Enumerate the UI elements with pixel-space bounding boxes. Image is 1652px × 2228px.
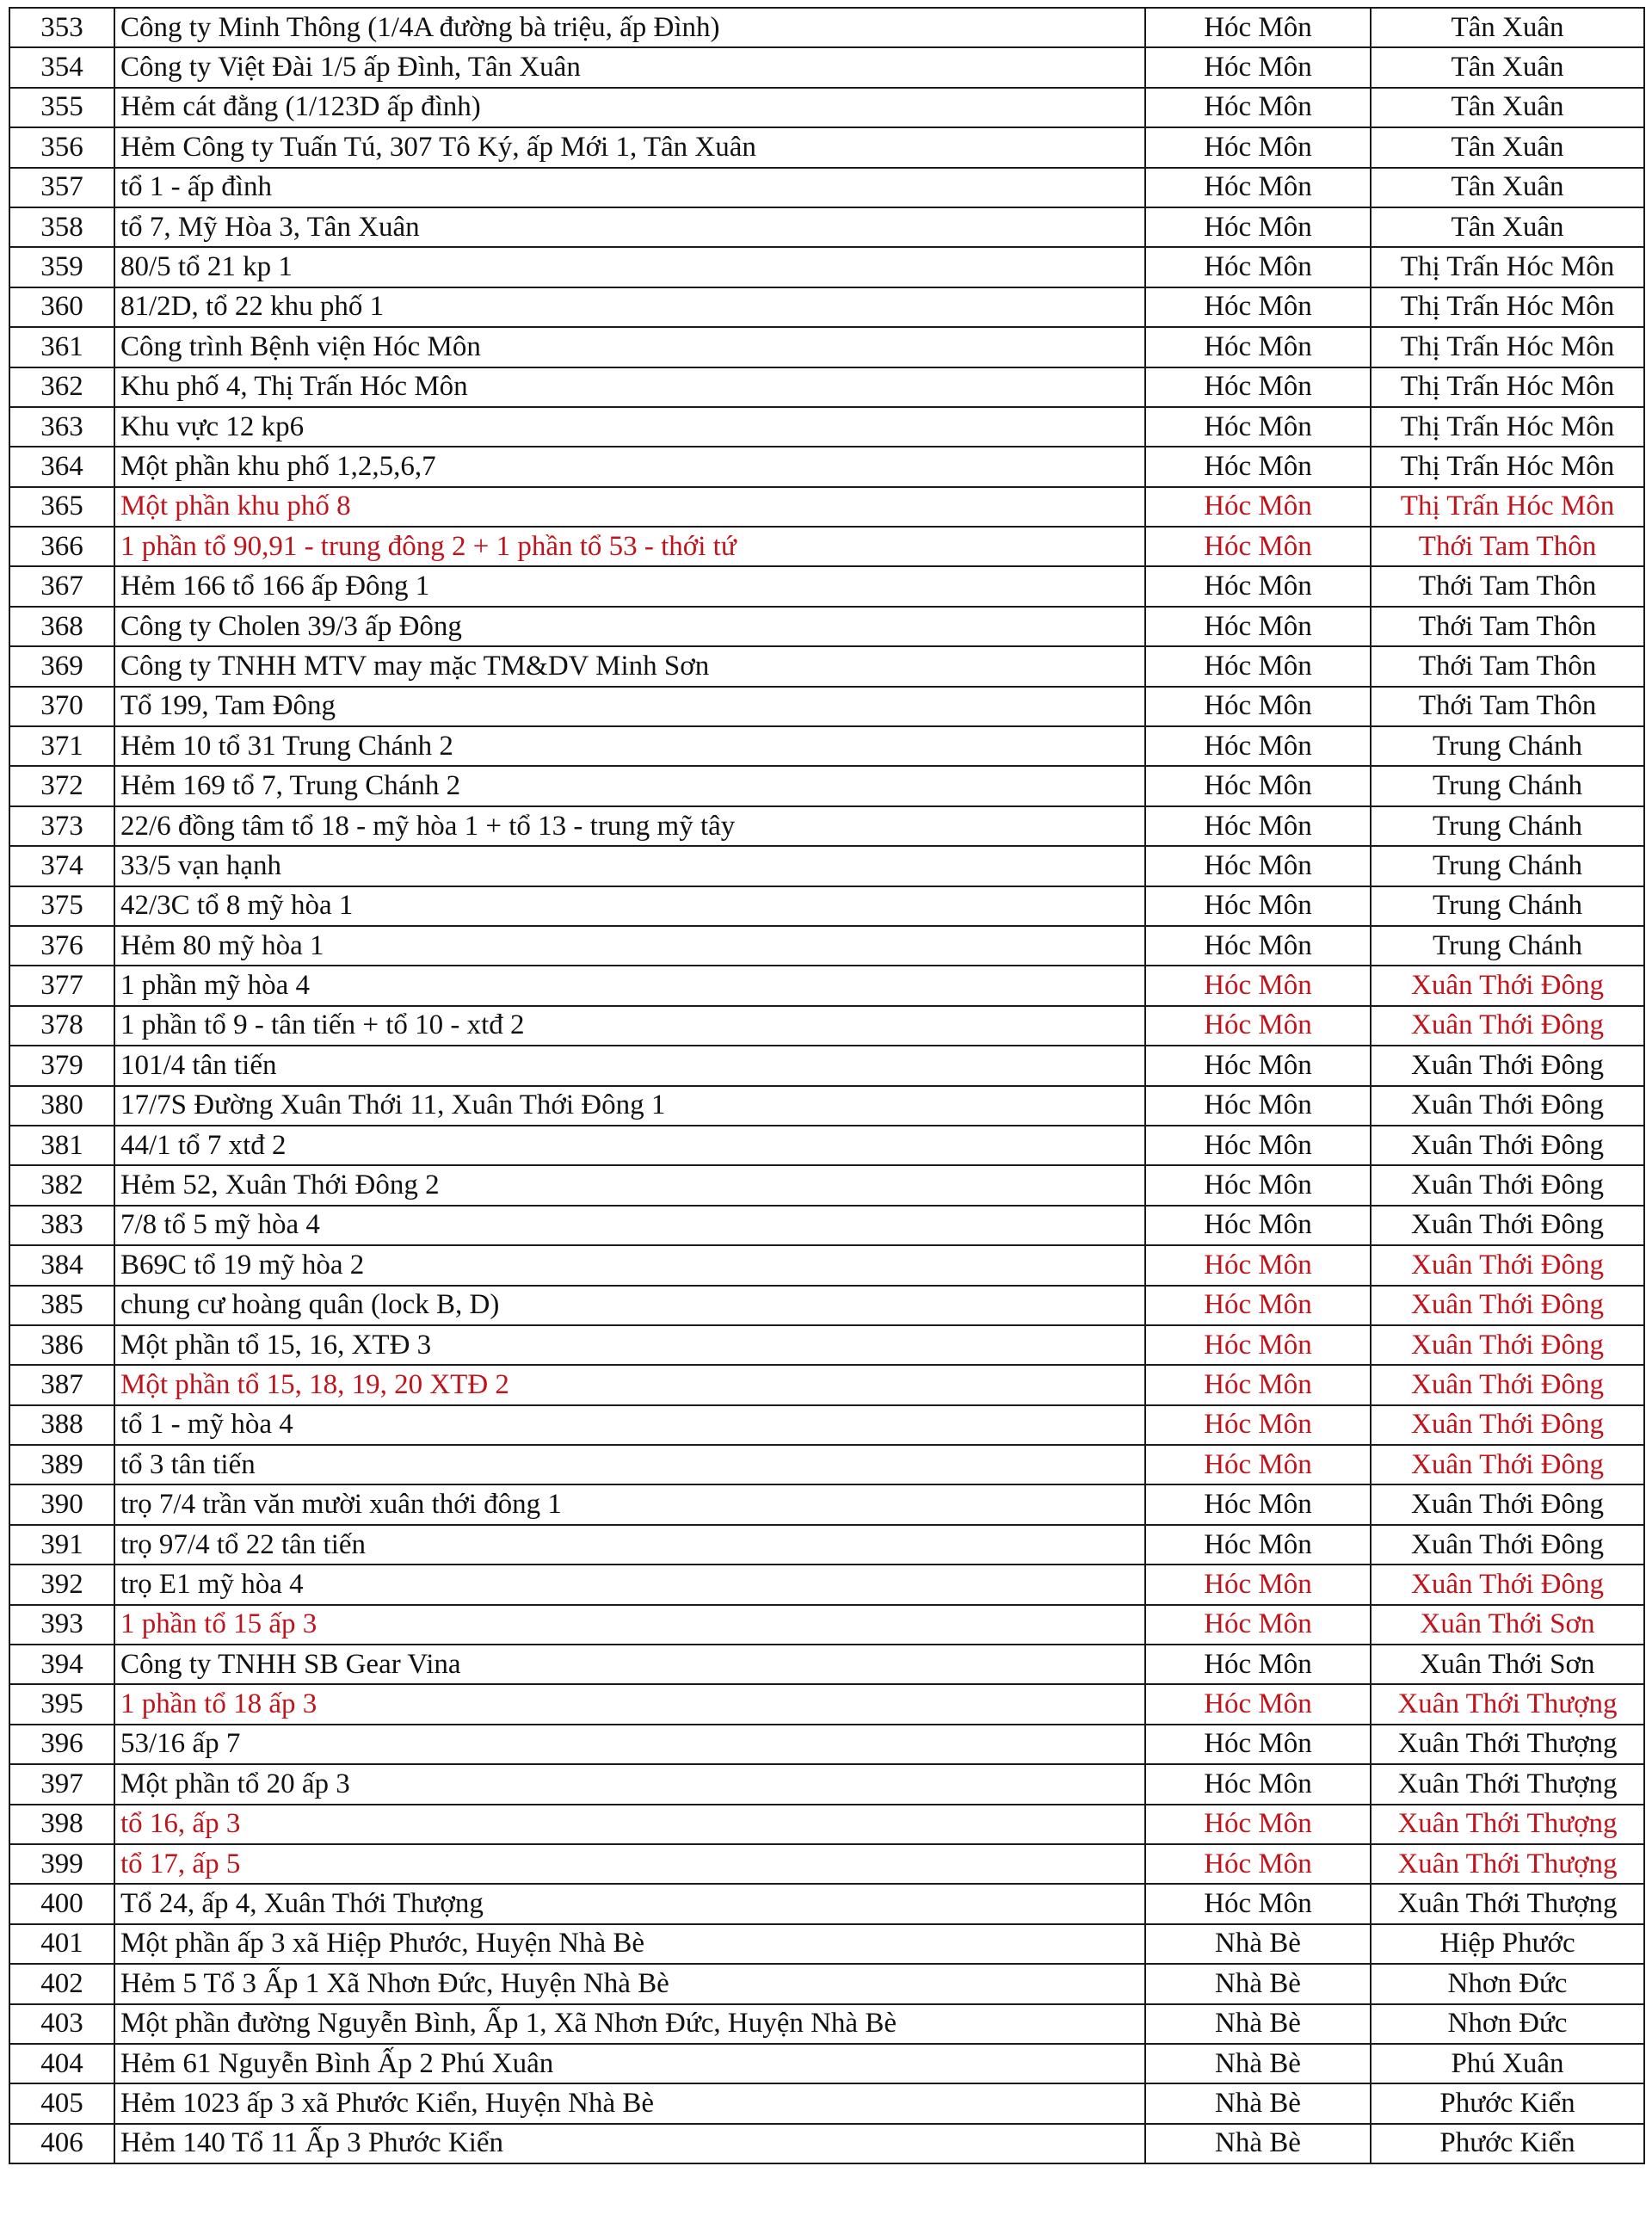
address-cell: 1 phần tổ 18 ấp 3 — [114, 1684, 1145, 1724]
ward-cell: Thị Trấn Hóc Môn — [1371, 447, 1644, 486]
district-cell: Hóc Môn — [1145, 1645, 1371, 1684]
address-cell: Công ty TNHH SB Gear Vina — [114, 1645, 1145, 1684]
ward-cell: Xuân Thới Đông — [1371, 1525, 1644, 1565]
row-number-cell: 385 — [9, 1286, 114, 1325]
ward-cell: Xuân Thới Đông — [1371, 1245, 1644, 1285]
row-number-cell: 376 — [9, 926, 114, 966]
address-cell: 53/16 ấp 7 — [114, 1725, 1145, 1764]
ward-cell: Thị Trấn Hóc Môn — [1371, 487, 1644, 527]
address-cell: Khu phố 4, Thị Trấn Hóc Môn — [114, 367, 1145, 407]
ward-cell: Xuân Thới Đông — [1371, 1445, 1644, 1484]
table-row — [9, 806, 1644, 846]
address-cell: Hẻm 169 tổ 7, Trung Chánh 2 — [114, 766, 1145, 805]
row-number-cell: 373 — [9, 806, 114, 846]
address-cell: Công ty TNHH MTV may mặc TM&DV Minh Sơn — [114, 646, 1145, 686]
row-number-cell: 377 — [9, 966, 114, 1005]
table-row — [9, 726, 1644, 766]
district-cell: Hóc Môn — [1145, 966, 1371, 1005]
district-cell: Nhà Bè — [1145, 2083, 1371, 2123]
row-number-cell: 392 — [9, 1565, 114, 1604]
row-number-cell: 389 — [9, 1445, 114, 1484]
ward-cell: Trung Chánh — [1371, 806, 1644, 846]
row-number-cell: 370 — [9, 687, 114, 726]
ward-cell: Xuân Thới Đông — [1371, 1325, 1644, 1365]
ward-cell: Xuân Thới Thượng — [1371, 1725, 1644, 1764]
district-cell: Hóc Môn — [1145, 1245, 1371, 1285]
row-number-cell: 365 — [9, 487, 114, 527]
row-number-cell: 372 — [9, 766, 114, 805]
ward-cell: Xuân Thới Đông — [1371, 1006, 1644, 1046]
address-cell: Tổ 199, Tam Đông — [114, 687, 1145, 726]
district-cell: Hóc Môn — [1145, 846, 1371, 886]
row-number-cell: 361 — [9, 327, 114, 367]
table-row — [9, 1725, 1644, 1764]
ward-cell: Hiệp Phước — [1371, 1924, 1644, 1964]
location-table — [9, 7, 1645, 2164]
table-row — [9, 1286, 1644, 1325]
ward-cell: Xuân Thới Đông — [1371, 1365, 1644, 1404]
address-cell: Công ty Cholen 39/3 ấp Đông — [114, 607, 1145, 646]
district-cell: Hóc Môn — [1145, 327, 1371, 367]
ward-cell: Thới Tam Thôn — [1371, 646, 1644, 686]
table-row — [9, 2044, 1644, 2083]
table-row — [9, 1405, 1644, 1445]
table-row — [9, 1046, 1644, 1085]
district-cell: Hóc Môn — [1145, 1165, 1371, 1205]
address-cell: tổ 1 - mỹ hòa 4 — [114, 1405, 1145, 1445]
address-cell: tổ 1 - ấp đình — [114, 168, 1145, 207]
row-number-cell: 399 — [9, 1844, 114, 1884]
row-number-cell: 404 — [9, 2044, 114, 2083]
district-cell: Hóc Môn — [1145, 687, 1371, 726]
ward-cell: Phú Xuân — [1371, 2044, 1644, 2083]
table-row — [9, 846, 1644, 886]
table-row — [9, 407, 1644, 447]
address-cell: Hẻm cát đằng (1/123D ấp đình) — [114, 88, 1145, 127]
district-cell: Hóc Môn — [1145, 1086, 1371, 1126]
row-number-cell: 369 — [9, 646, 114, 686]
district-cell: Hóc Môn — [1145, 1725, 1371, 1764]
row-number-cell: 383 — [9, 1206, 114, 1245]
district-cell: Hóc Môn — [1145, 1605, 1371, 1645]
row-number-cell: 395 — [9, 1684, 114, 1724]
table-row — [9, 1126, 1644, 1165]
row-number-cell: 358 — [9, 207, 114, 247]
ward-cell: Xuân Thới Sơn — [1371, 1605, 1644, 1645]
table-row — [9, 926, 1644, 966]
table-row — [9, 287, 1644, 327]
table-row — [9, 886, 1644, 926]
ward-cell: Trung Chánh — [1371, 926, 1644, 966]
district-cell: Hóc Môn — [1145, 207, 1371, 247]
row-number-cell: 387 — [9, 1365, 114, 1404]
row-number-cell: 362 — [9, 367, 114, 407]
address-cell: tổ 3 tân tiến — [114, 1445, 1145, 1484]
ward-cell: Xuân Thới Thượng — [1371, 1805, 1644, 1844]
district-cell: Hóc Môn — [1145, 47, 1371, 87]
row-number-cell: 374 — [9, 846, 114, 886]
address-cell: Tổ 24, ấp 4, Xuân Thới Thượng — [114, 1884, 1145, 1923]
district-cell: Nhà Bè — [1145, 2124, 1371, 2163]
address-cell: 81/2D, tổ 22 khu phố 1 — [114, 287, 1145, 327]
address-cell: 42/3C tổ 8 mỹ hòa 1 — [114, 886, 1145, 926]
district-cell: Hóc Môn — [1145, 1206, 1371, 1245]
address-cell: Hẻm 61 Nguyễn Bình Ấp 2 Phú Xuân — [114, 2044, 1145, 2083]
address-cell: trọ 97/4 tổ 22 tân tiến — [114, 1525, 1145, 1565]
table-row — [9, 168, 1644, 207]
address-cell: Khu vực 12 kp6 — [114, 407, 1145, 447]
address-cell: Hẻm 1023 ấp 3 xã Phước Kiển, Huyện Nhà Bè — [114, 2083, 1145, 2123]
ward-cell: Thới Tam Thôn — [1371, 607, 1644, 646]
ward-cell: Thới Tam Thôn — [1371, 527, 1644, 566]
row-number-cell: 386 — [9, 1325, 114, 1365]
table-row — [9, 1805, 1644, 1844]
row-number-cell: 363 — [9, 407, 114, 447]
address-cell: 17/7S Đường Xuân Thới 11, Xuân Thới Đông 1 — [114, 1086, 1145, 1126]
district-cell: Nhà Bè — [1145, 1924, 1371, 1964]
address-cell: Công ty Việt Đài 1/5 ấp Đình, Tân Xuân — [114, 47, 1145, 87]
district-cell: Hóc Môn — [1145, 726, 1371, 766]
ward-cell: Xuân Thới Đông — [1371, 1165, 1644, 1205]
row-number-cell: 403 — [9, 2004, 114, 2044]
ward-cell: Thới Tam Thôn — [1371, 687, 1644, 726]
address-cell: 80/5 tổ 21 kp 1 — [114, 247, 1145, 287]
ward-cell: Xuân Thới Đông — [1371, 1206, 1644, 1245]
district-cell: Hóc Môn — [1145, 886, 1371, 926]
address-cell: chung cư hoàng quân (lock B, D) — [114, 1286, 1145, 1325]
table-row — [9, 367, 1644, 407]
district-cell: Hóc Môn — [1145, 1805, 1371, 1844]
row-number-cell: 359 — [9, 247, 114, 287]
address-cell: B69C tổ 19 mỹ hòa 2 — [114, 1245, 1145, 1285]
table-row — [9, 47, 1644, 87]
ward-cell: Xuân Thới Đông — [1371, 1565, 1644, 1604]
table-row — [9, 1844, 1644, 1884]
district-cell: Hóc Môn — [1145, 806, 1371, 846]
table-row — [9, 966, 1644, 1005]
ward-cell: Thới Tam Thôn — [1371, 566, 1644, 606]
row-number-cell: 375 — [9, 886, 114, 926]
table-row — [9, 1006, 1644, 1046]
ward-cell: Tân Xuân — [1371, 168, 1644, 207]
address-cell: Một phần khu phố 1,2,5,6,7 — [114, 447, 1145, 486]
district-cell: Hóc Môn — [1145, 1046, 1371, 1085]
ward-cell: Xuân Thới Đông — [1371, 966, 1644, 1005]
address-cell: Một phần tổ 15, 16, XTĐ 3 — [114, 1325, 1145, 1365]
ward-cell: Xuân Thới Đông — [1371, 1126, 1644, 1165]
district-cell: Hóc Môn — [1145, 1764, 1371, 1804]
ward-cell: Tân Xuân — [1371, 88, 1644, 127]
table-row — [9, 1325, 1644, 1365]
row-number-cell: 400 — [9, 1884, 114, 1923]
ward-cell: Xuân Thới Đông — [1371, 1405, 1644, 1445]
address-cell: Hẻm 80 mỹ hòa 1 — [114, 926, 1145, 966]
row-number-cell: 381 — [9, 1126, 114, 1165]
ward-cell: Thị Trấn Hóc Môn — [1371, 407, 1644, 447]
row-number-cell: 394 — [9, 1645, 114, 1684]
row-number-cell: 384 — [9, 1245, 114, 1285]
address-cell: Công trình Bệnh viện Hóc Môn — [114, 327, 1145, 367]
district-cell: Hóc Môn — [1145, 1006, 1371, 1046]
address-cell: 1 phần tổ 9 - tân tiến + tổ 10 - xtđ 2 — [114, 1006, 1145, 1046]
district-cell: Hóc Môn — [1145, 88, 1371, 127]
ward-cell: Thị Trấn Hóc Môn — [1371, 247, 1644, 287]
table-row — [9, 1764, 1644, 1804]
ward-cell: Phước Kiển — [1371, 2124, 1644, 2163]
address-cell: 33/5 vạn hạnh — [114, 846, 1145, 886]
table-row — [9, 1086, 1644, 1126]
table-row — [9, 646, 1644, 686]
ward-cell: Xuân Thới Đông — [1371, 1046, 1644, 1085]
ward-cell: Phước Kiển — [1371, 2083, 1644, 2123]
district-cell: Hóc Môn — [1145, 1365, 1371, 1404]
address-cell: trọ 7/4 trần văn mười xuân thới đông 1 — [114, 1484, 1145, 1524]
district-cell: Hóc Môn — [1145, 1525, 1371, 1565]
district-cell: Hóc Môn — [1145, 1325, 1371, 1365]
row-number-cell: 368 — [9, 607, 114, 646]
row-number-cell: 353 — [9, 8, 114, 47]
address-cell: 22/6 đồng tâm tổ 18 - mỹ hòa 1 + tổ 13 - trung mỹ tây — [114, 806, 1145, 846]
table-row — [9, 1245, 1644, 1285]
district-cell: Hóc Môn — [1145, 766, 1371, 805]
ward-cell: Tân Xuân — [1371, 207, 1644, 247]
table-body — [9, 8, 1644, 2163]
ward-cell: Nhơn Đức — [1371, 2004, 1644, 2044]
table-row — [9, 2083, 1644, 2123]
table-row — [9, 527, 1644, 566]
row-number-cell: 401 — [9, 1924, 114, 1964]
row-number-cell: 405 — [9, 2083, 114, 2123]
table-row — [9, 8, 1644, 47]
table-row — [9, 1605, 1644, 1645]
row-number-cell: 378 — [9, 1006, 114, 1046]
address-cell: tổ 7, Mỹ Hòa 3, Tân Xuân — [114, 207, 1145, 247]
district-cell: Hóc Môn — [1145, 926, 1371, 966]
district-cell: Hóc Môn — [1145, 1286, 1371, 1325]
table-row — [9, 1565, 1644, 1604]
table-row — [9, 1964, 1644, 2003]
address-cell: tổ 16, ấp 3 — [114, 1805, 1145, 1844]
table-row — [9, 566, 1644, 606]
address-cell: Một phần đường Nguyễn Bình, Ấp 1, Xã Nhơn Đức, Huyện Nhà Bè — [114, 2004, 1145, 2044]
address-cell: 1 phần tổ 15 ấp 3 — [114, 1605, 1145, 1645]
district-cell: Hóc Môn — [1145, 447, 1371, 486]
row-number-cell: 379 — [9, 1046, 114, 1085]
ward-cell: Xuân Thới Sơn — [1371, 1645, 1644, 1684]
address-cell: Hẻm 52, Xuân Thới Đông 2 — [114, 1165, 1145, 1205]
table-row — [9, 2124, 1644, 2163]
row-number-cell: 388 — [9, 1405, 114, 1445]
district-cell: Hóc Môn — [1145, 527, 1371, 566]
district-cell: Hóc Môn — [1145, 1884, 1371, 1923]
table-row — [9, 2004, 1644, 2044]
district-cell: Hóc Môn — [1145, 1405, 1371, 1445]
table-row — [9, 1445, 1644, 1484]
row-number-cell: 355 — [9, 88, 114, 127]
table-row — [9, 487, 1644, 527]
table-row — [9, 766, 1644, 805]
address-cell: Công ty Minh Thông (1/4A đường bà triệu, ấp Đình) — [114, 8, 1145, 47]
table-row — [9, 1525, 1644, 1565]
ward-cell: Trung Chánh — [1371, 846, 1644, 886]
address-cell: Một phần tổ 15, 18, 19, 20 XTĐ 2 — [114, 1365, 1145, 1404]
district-cell: Hóc Môn — [1145, 646, 1371, 686]
district-cell: Hóc Môn — [1145, 367, 1371, 407]
district-cell: Hóc Môn — [1145, 1844, 1371, 1884]
row-number-cell: 380 — [9, 1086, 114, 1126]
address-cell: 1 phần tổ 90,91 - trung đông 2 + 1 phần tổ 53 - thới tứ — [114, 527, 1145, 566]
table-row — [9, 687, 1644, 726]
row-number-cell: 356 — [9, 127, 114, 167]
district-cell: Hóc Môn — [1145, 287, 1371, 327]
district-cell: Hóc Môn — [1145, 1484, 1371, 1524]
ward-cell: Nhơn Đức — [1371, 1964, 1644, 2003]
district-cell: Hóc Môn — [1145, 168, 1371, 207]
address-cell: trọ E1 mỹ hòa 4 — [114, 1565, 1145, 1604]
district-cell: Hóc Môn — [1145, 1684, 1371, 1724]
table-row — [9, 1884, 1644, 1923]
table-row — [9, 607, 1644, 646]
address-cell: tổ 17, ấp 5 — [114, 1844, 1145, 1884]
table-row — [9, 127, 1644, 167]
row-number-cell: 371 — [9, 726, 114, 766]
row-number-cell: 398 — [9, 1805, 114, 1844]
table-row — [9, 1365, 1644, 1404]
district-cell: Hóc Môn — [1145, 247, 1371, 287]
district-cell: Hóc Môn — [1145, 127, 1371, 167]
district-cell: Hóc Môn — [1145, 487, 1371, 527]
address-cell: 7/8 tổ 5 mỹ hòa 4 — [114, 1206, 1145, 1245]
document-sheet — [9, 7, 1643, 2222]
row-number-cell: 402 — [9, 1964, 114, 2003]
ward-cell: Thị Trấn Hóc Môn — [1371, 327, 1644, 367]
ward-cell: Xuân Thới Thượng — [1371, 1684, 1644, 1724]
ward-cell: Xuân Thới Thượng — [1371, 1764, 1644, 1804]
district-cell: Nhà Bè — [1145, 2044, 1371, 2083]
address-cell: Một phần khu phố 8 — [114, 487, 1145, 527]
row-number-cell: 390 — [9, 1484, 114, 1524]
table-row — [9, 1924, 1644, 1964]
address-cell: Một phần tổ 20 ấp 3 — [114, 1764, 1145, 1804]
district-cell: Hóc Môn — [1145, 1565, 1371, 1604]
address-cell: Hẻm 140 Tổ 11 Ấp 3 Phước Kiển — [114, 2124, 1145, 2163]
row-number-cell: 382 — [9, 1165, 114, 1205]
address-cell: Một phần ấp 3 xã Hiệp Phước, Huyện Nhà Bè — [114, 1924, 1145, 1964]
district-cell: Hóc Môn — [1145, 8, 1371, 47]
district-cell: Hóc Môn — [1145, 566, 1371, 606]
address-cell: 44/1 tổ 7 xtđ 2 — [114, 1126, 1145, 1165]
row-number-cell: 396 — [9, 1725, 114, 1764]
row-number-cell: 397 — [9, 1764, 114, 1804]
district-cell: Hóc Môn — [1145, 1126, 1371, 1165]
table-row — [9, 1645, 1644, 1684]
address-cell: Hẻm Công ty Tuấn Tú, 307 Tô Ký, ấp Mới 1, Tân Xuân — [114, 127, 1145, 167]
ward-cell: Thị Trấn Hóc Môn — [1371, 367, 1644, 407]
row-number-cell: 364 — [9, 447, 114, 486]
row-number-cell: 360 — [9, 287, 114, 327]
table-row — [9, 447, 1644, 486]
ward-cell: Xuân Thới Đông — [1371, 1086, 1644, 1126]
table-row — [9, 1165, 1644, 1205]
address-cell: Hẻm 10 tổ 31 Trung Chánh 2 — [114, 726, 1145, 766]
table-row — [9, 207, 1644, 247]
ward-cell: Trung Chánh — [1371, 766, 1644, 805]
ward-cell: Thị Trấn Hóc Môn — [1371, 287, 1644, 327]
ward-cell: Xuân Thới Thượng — [1371, 1844, 1644, 1884]
district-cell: Nhà Bè — [1145, 2004, 1371, 2044]
table-row — [9, 1484, 1644, 1524]
district-cell: Hóc Môn — [1145, 607, 1371, 646]
row-number-cell: 354 — [9, 47, 114, 87]
table-row — [9, 247, 1644, 287]
table-row — [9, 1684, 1644, 1724]
table-row — [9, 88, 1644, 127]
row-number-cell: 366 — [9, 527, 114, 566]
district-cell: Nhà Bè — [1145, 1964, 1371, 2003]
row-number-cell: 393 — [9, 1605, 114, 1645]
table-row — [9, 327, 1644, 367]
address-cell: 101/4 tân tiến — [114, 1046, 1145, 1085]
ward-cell: Xuân Thới Đông — [1371, 1484, 1644, 1524]
address-cell: Hẻm 5 Tổ 3 Ấp 1 Xã Nhơn Đức, Huyện Nhà Bè — [114, 1964, 1145, 2003]
district-cell: Hóc Môn — [1145, 1445, 1371, 1484]
district-cell: Hóc Môn — [1145, 407, 1371, 447]
row-number-cell: 406 — [9, 2124, 114, 2163]
ward-cell: Trung Chánh — [1371, 886, 1644, 926]
ward-cell: Trung Chánh — [1371, 726, 1644, 766]
row-number-cell: 357 — [9, 168, 114, 207]
address-cell: 1 phần mỹ hòa 4 — [114, 966, 1145, 1005]
address-cell: Hẻm 166 tổ 166 ấp Đông 1 — [114, 566, 1145, 606]
ward-cell: Tân Xuân — [1371, 47, 1644, 87]
table-row — [9, 1206, 1644, 1245]
ward-cell: Xuân Thới Thượng — [1371, 1884, 1644, 1923]
row-number-cell: 367 — [9, 566, 114, 606]
ward-cell: Xuân Thới Đông — [1371, 1286, 1644, 1325]
ward-cell: Tân Xuân — [1371, 8, 1644, 47]
ward-cell: Tân Xuân — [1371, 127, 1644, 167]
row-number-cell: 391 — [9, 1525, 114, 1565]
